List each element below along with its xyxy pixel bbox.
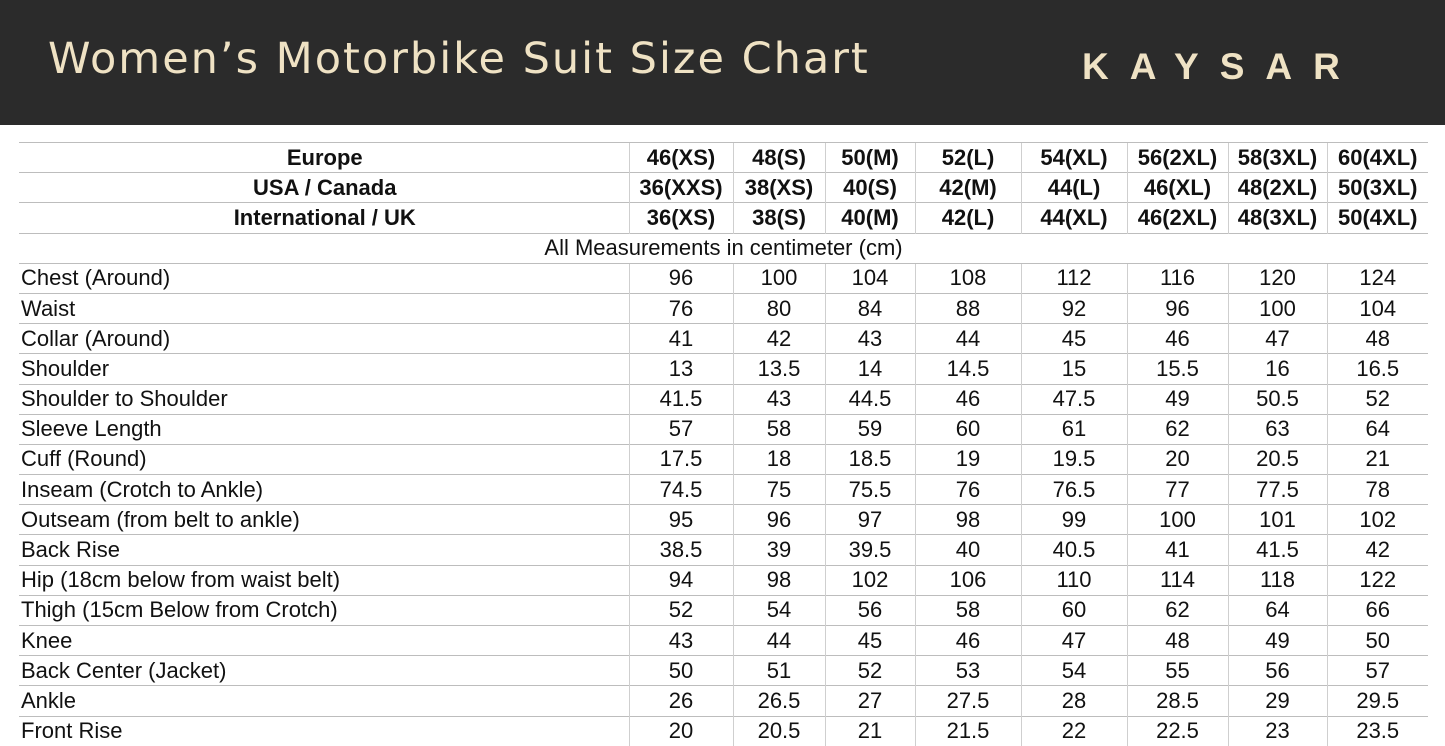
measurement-value: 100: [733, 263, 825, 293]
measurement-value: 26.5: [733, 686, 825, 716]
measurement-value: 95: [629, 505, 733, 535]
size-cell: 44(L): [1021, 173, 1127, 203]
measurement-value: 110: [1021, 565, 1127, 595]
size-cell: 48(S): [733, 143, 825, 173]
measurement-value: 43: [825, 324, 915, 354]
measurement-value: 76: [629, 293, 733, 323]
brand-logo: KAYSAR: [1082, 46, 1361, 87]
measurement-label: Shoulder to Shoulder: [19, 384, 629, 414]
measurement-value: 60: [915, 414, 1021, 444]
measurement-row: [19, 535, 1428, 565]
measurement-value: 124: [1327, 263, 1428, 293]
size-cell: 42(L): [915, 203, 1021, 233]
measurement-value: 16: [1228, 354, 1327, 384]
measurement-value: 102: [825, 565, 915, 595]
measurement-value: 63: [1228, 414, 1327, 444]
measurement-value: 75.5: [825, 475, 915, 505]
size-cell: 38(XS): [733, 173, 825, 203]
measurement-value: 41: [1127, 535, 1228, 565]
measurement-value: 58: [733, 414, 825, 444]
size-cell: 44(XL): [1021, 203, 1127, 233]
measurement-value: 78: [1327, 475, 1428, 505]
measurement-value: 99: [1021, 505, 1127, 535]
measurement-value: 14: [825, 354, 915, 384]
size-system-label: International / UK: [19, 203, 629, 233]
measurement-value: 22: [1021, 716, 1127, 746]
measurement-value: 92: [1021, 293, 1127, 323]
measurement-value: 44: [733, 626, 825, 656]
size-cell: 60(4XL): [1327, 143, 1428, 173]
measurement-value: 54: [733, 595, 825, 625]
measurement-label: Inseam (Crotch to Ankle): [19, 475, 629, 505]
measurement-value: 102: [1327, 505, 1428, 535]
measurement-value: 15.5: [1127, 354, 1228, 384]
size-header-row: [19, 143, 1428, 173]
measurement-value: 47.5: [1021, 384, 1127, 414]
measurement-value: 104: [825, 263, 915, 293]
measurement-value: 62: [1127, 595, 1228, 625]
measurement-label: Sleeve Length: [19, 414, 629, 444]
size-system-label: USA / Canada: [19, 173, 629, 203]
measurement-value: 45: [1021, 324, 1127, 354]
size-cell: 58(3XL): [1228, 143, 1327, 173]
measurement-value: 77.5: [1228, 475, 1327, 505]
size-cell: 40(M): [825, 203, 915, 233]
page-title: Women’s Motorbike Suit Size Chart: [48, 34, 870, 84]
measurement-value: 88: [915, 293, 1021, 323]
size-chart-table: [19, 142, 1428, 746]
measurement-value: 104: [1327, 293, 1428, 323]
measurement-label: Chest (Around): [19, 263, 629, 293]
measurement-value: 94: [629, 565, 733, 595]
size-cell: 46(2XL): [1127, 203, 1228, 233]
measurement-value: 17.5: [629, 444, 733, 474]
measurement-value: 57: [1327, 656, 1428, 686]
measurement-value: 84: [825, 293, 915, 323]
measurement-value: 55: [1127, 656, 1228, 686]
measurement-value: 56: [825, 595, 915, 625]
measurement-row: [19, 656, 1428, 686]
measurement-label: Back Center (Jacket): [19, 656, 629, 686]
measurement-value: 19: [915, 444, 1021, 474]
measurement-value: 21: [825, 716, 915, 746]
measurement-value: 116: [1127, 263, 1228, 293]
measurement-value: 44: [915, 324, 1021, 354]
measurement-value: 28: [1021, 686, 1127, 716]
measurement-value: 26: [629, 686, 733, 716]
measurement-value: 97: [825, 505, 915, 535]
measurement-label: Waist: [19, 293, 629, 323]
size-cell: 54(XL): [1021, 143, 1127, 173]
measurement-value: 42: [733, 324, 825, 354]
measurement-value: 64: [1228, 595, 1327, 625]
measurement-value: 62: [1127, 414, 1228, 444]
measurement-value: 39.5: [825, 535, 915, 565]
measurement-value: 49: [1228, 626, 1327, 656]
measurement-value: 21.5: [915, 716, 1021, 746]
measurement-value: 39: [733, 535, 825, 565]
measurement-value: 52: [1327, 384, 1428, 414]
size-cell: 42(M): [915, 173, 1021, 203]
measurement-value: 56: [1228, 656, 1327, 686]
measurement-row: [19, 565, 1428, 595]
measurement-row: [19, 716, 1428, 746]
measurement-value: 16.5: [1327, 354, 1428, 384]
measurement-value: 50: [1327, 626, 1428, 656]
measurement-value: 48: [1327, 324, 1428, 354]
measurement-value: 49: [1127, 384, 1228, 414]
measurement-value: 29: [1228, 686, 1327, 716]
measurement-value: 96: [629, 263, 733, 293]
measurement-value: 41.5: [629, 384, 733, 414]
measurement-value: 59: [825, 414, 915, 444]
measurement-value: 18.5: [825, 444, 915, 474]
units-note: All Measurements in centimeter (cm): [19, 233, 1428, 263]
measurement-label: Knee: [19, 626, 629, 656]
measurement-value: 15: [1021, 354, 1127, 384]
measurement-value: 47: [1228, 324, 1327, 354]
measurement-value: 43: [733, 384, 825, 414]
measurement-value: 46: [915, 626, 1021, 656]
measurement-value: 120: [1228, 263, 1327, 293]
measurement-value: 61: [1021, 414, 1127, 444]
measurement-value: 44.5: [825, 384, 915, 414]
measurement-value: 46: [915, 384, 1021, 414]
measurement-value: 114: [1127, 565, 1228, 595]
measurement-value: 52: [825, 656, 915, 686]
size-cell: 46(XS): [629, 143, 733, 173]
header-banner: [0, 0, 1445, 125]
measurement-value: 13: [629, 354, 733, 384]
measurement-value: 122: [1327, 565, 1428, 595]
measurement-value: 23.5: [1327, 716, 1428, 746]
measurement-row: [19, 595, 1428, 625]
measurement-value: 100: [1228, 293, 1327, 323]
measurement-row: [19, 324, 1428, 354]
size-cell: 38(S): [733, 203, 825, 233]
size-cell: 52(L): [915, 143, 1021, 173]
measurement-value: 29.5: [1327, 686, 1428, 716]
measurement-row: [19, 626, 1428, 656]
measurement-value: 22.5: [1127, 716, 1228, 746]
measurement-value: 23: [1228, 716, 1327, 746]
measurement-row: [19, 354, 1428, 384]
size-header-row: [19, 203, 1428, 233]
measurement-value: 51: [733, 656, 825, 686]
measurement-row: [19, 263, 1428, 293]
measurement-label: Back Rise: [19, 535, 629, 565]
measurement-value: 76.5: [1021, 475, 1127, 505]
measurement-row: [19, 293, 1428, 323]
measurement-label: Cuff (Round): [19, 444, 629, 474]
measurement-value: 75: [733, 475, 825, 505]
measurement-value: 53: [915, 656, 1021, 686]
measurement-label: Ankle: [19, 686, 629, 716]
measurement-row: [19, 414, 1428, 444]
measurement-value: 27: [825, 686, 915, 716]
size-cell: 36(XS): [629, 203, 733, 233]
size-system-label: Europe: [19, 143, 629, 173]
size-cell: 56(2XL): [1127, 143, 1228, 173]
measurement-label: Shoulder: [19, 354, 629, 384]
measurement-value: 76: [915, 475, 1021, 505]
measurement-label: Front Rise: [19, 716, 629, 746]
measurement-value: 112: [1021, 263, 1127, 293]
measurement-value: 80: [733, 293, 825, 323]
measurement-value: 52: [629, 595, 733, 625]
measurement-value: 64: [1327, 414, 1428, 444]
measurement-value: 18: [733, 444, 825, 474]
measurement-row: [19, 384, 1428, 414]
measurement-value: 41.5: [1228, 535, 1327, 565]
measurement-value: 46: [1127, 324, 1228, 354]
measurement-value: 28.5: [1127, 686, 1228, 716]
measurement-label: Hip (18cm below from waist belt): [19, 565, 629, 595]
measurement-value: 40.5: [1021, 535, 1127, 565]
measurement-value: 96: [733, 505, 825, 535]
measurement-value: 20: [629, 716, 733, 746]
measurement-value: 58: [915, 595, 1021, 625]
measurement-value: 27.5: [915, 686, 1021, 716]
measurement-value: 38.5: [629, 535, 733, 565]
size-cell: 50(4XL): [1327, 203, 1428, 233]
measurement-value: 74.5: [629, 475, 733, 505]
measurement-row: [19, 444, 1428, 474]
measurement-value: 47: [1021, 626, 1127, 656]
measurement-value: 14.5: [915, 354, 1021, 384]
measurement-value: 41: [629, 324, 733, 354]
measurement-value: 108: [915, 263, 1021, 293]
size-cell: 48(2XL): [1228, 173, 1327, 203]
measurement-value: 101: [1228, 505, 1327, 535]
measurement-value: 98: [915, 505, 1021, 535]
measurement-value: 66: [1327, 595, 1428, 625]
measurement-label: Thigh (15cm Below from Crotch): [19, 595, 629, 625]
size-cell: 48(3XL): [1228, 203, 1327, 233]
measurement-value: 60: [1021, 595, 1127, 625]
measurement-row: [19, 686, 1428, 716]
measurement-value: 45: [825, 626, 915, 656]
size-cell: 50(M): [825, 143, 915, 173]
measurement-row: [19, 475, 1428, 505]
measurement-value: 19.5: [1021, 444, 1127, 474]
size-cell: 40(S): [825, 173, 915, 203]
measurement-row: [19, 505, 1428, 535]
measurement-value: 43: [629, 626, 733, 656]
size-cell: 50(3XL): [1327, 173, 1428, 203]
measurement-value: 50: [629, 656, 733, 686]
measurement-value: 98: [733, 565, 825, 595]
measurement-value: 20.5: [1228, 444, 1327, 474]
size-cell: 46(XL): [1127, 173, 1228, 203]
measurement-value: 118: [1228, 565, 1327, 595]
measurement-value: 54: [1021, 656, 1127, 686]
measurement-value: 20.5: [733, 716, 825, 746]
measurement-value: 20: [1127, 444, 1228, 474]
size-cell: 36(XXS): [629, 173, 733, 203]
size-header-row: [19, 173, 1428, 203]
units-note-row: [19, 233, 1428, 263]
measurement-value: 96: [1127, 293, 1228, 323]
measurement-label: Outseam (from belt to ankle): [19, 505, 629, 535]
measurement-label: Collar (Around): [19, 324, 629, 354]
measurement-value: 77: [1127, 475, 1228, 505]
measurement-value: 40: [915, 535, 1021, 565]
measurement-value: 57: [629, 414, 733, 444]
measurement-value: 48: [1127, 626, 1228, 656]
measurement-value: 106: [915, 565, 1021, 595]
measurement-value: 42: [1327, 535, 1428, 565]
measurement-value: 21: [1327, 444, 1428, 474]
measurement-value: 13.5: [733, 354, 825, 384]
measurement-value: 50.5: [1228, 384, 1327, 414]
measurement-value: 100: [1127, 505, 1228, 535]
